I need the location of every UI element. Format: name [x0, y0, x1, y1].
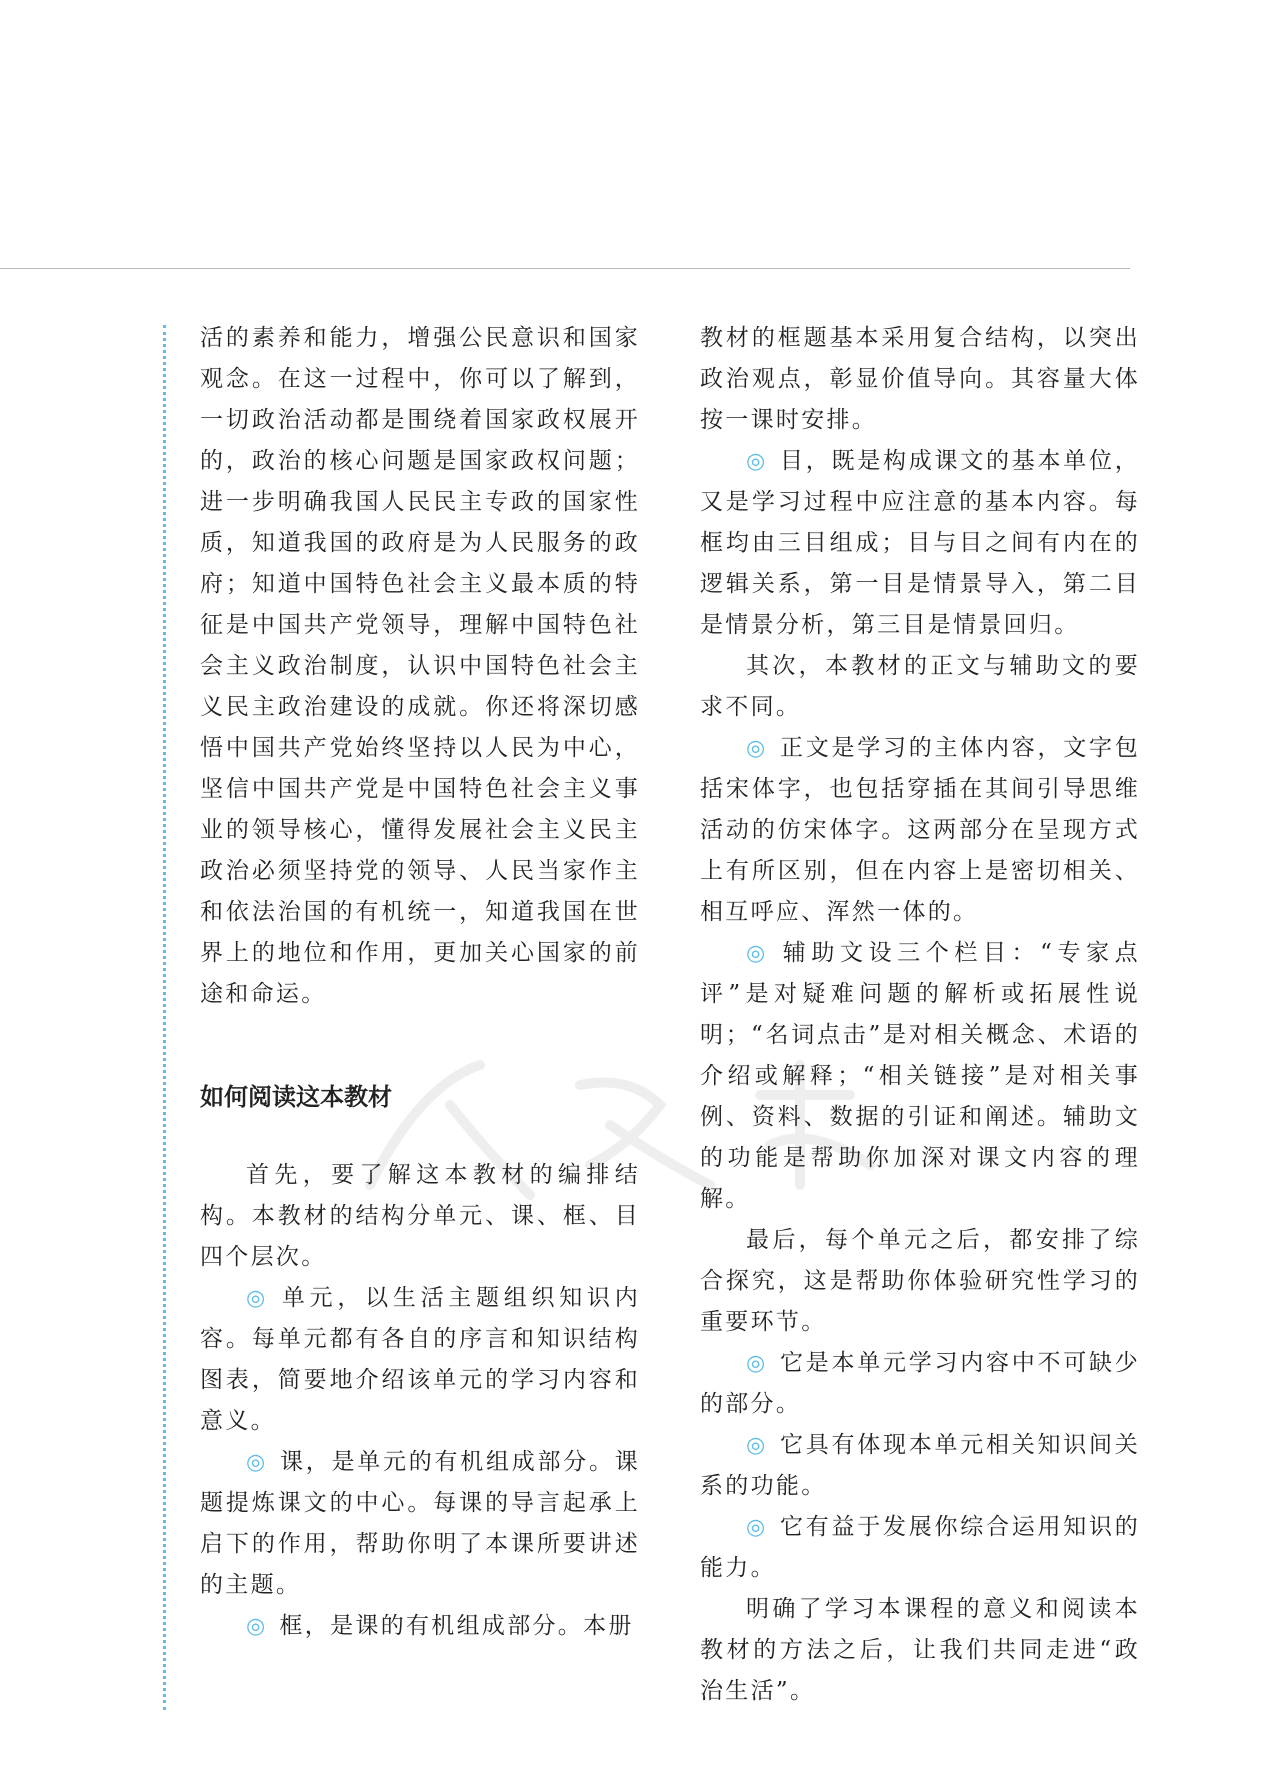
bullet-icon: ◎ — [746, 941, 768, 966]
bullet-zonghe-3: ◎ 它有益于发展你综合运用知识的能力。 — [700, 1507, 1140, 1589]
bullet-ke: ◎ 课，是单元的有机组成部分。课题提炼课文的中心。每课的导言起承上启下的作用，帮助你明了本课所要讲述的主题。 — [200, 1442, 640, 1606]
right-closing-paragraph: 明确了学习本课程的意义和阅读本教材的方法之后，让我们共同走进“政治生活”。 — [700, 1596, 1140, 1704]
bullet-kuang: ◎ 框，是课的有机组成部分。本册 — [200, 1606, 640, 1647]
bullet-icon: ◎ — [746, 736, 768, 761]
bullet-icon: ◎ — [246, 1614, 268, 1639]
bullet-mu: ◎ 目，既是构成课文的基本单位，又是学习过程中应注意的基本内容。每框均由三目组成；目与目之间有内在的逻辑关系，第一目是情景导入，第二目是情景分析，第三目是情景回归。 — [700, 441, 1140, 646]
bullet-zonghe-2: ◎ 它具有体现本单元相关知识间关系的功能。 — [700, 1425, 1140, 1507]
bullet-zonghe-1: ◎ 它是本单元学习内容中不可缺少的部分。 — [700, 1343, 1140, 1425]
bullet-zhengwen: ◎ 正文是学习的主体内容，文字包括宋体字，也包括穿插在其间引导思维活动的仿宋体字。这两部分在呈现方式上有所区别，但在内容上是密切相关、相互呼应、浑然一体的。 — [700, 728, 1140, 933]
bullet-icon: ◎ — [746, 1515, 768, 1540]
section-title: 如何阅读这本教材 — [200, 1083, 392, 1111]
side-dotted-line — [163, 325, 166, 1710]
bullet-icon: ◎ — [746, 1351, 768, 1376]
right-column — [700, 318, 1140, 1712]
right-third-paragraph: 最后，每个单元之后，都安排了综合探究，这是帮助你体验研究性学习的重要环节。 — [700, 1227, 1140, 1335]
left-continuation-paragraph: 活的素养和能力，增强公民意识和国家观念。在这一过程中，你可以了解到，一切政治活动都是围绕着国家政权展开的，政治的核心问题是国家政权问题；进一步明确我国人民民主专政的国家性质，知道我国的政府是为人民服务的政府；知道中国特色社会主义最本质的特征是中国共产党领导，理解中国特色社会主义政治制度，认识中国特色社会主义民主政治建设的成就。你还将深切感悟中国共产党始终坚持以人民为中心，坚信中国共产党是中国特色社会主义事业的领导核心，懂得发展社会主义民主政治必须坚持党的领导、人民当家作主和依法治国的有机统一，知道我国在世界上的地位和作用，更加关心国家的前途和命运。 — [200, 325, 640, 1007]
bullet-icon: ◎ — [746, 449, 768, 474]
bullet-fuzhuwen: ◎ 辅助文设三个栏目：“专家点评”是对疑难问题的解析或拓展性说明；“名词点击”是对相关概念、术语的介绍或解释；“相关链接”是对相关事例、资料、数据的引证和阐述。辅助文的功能是帮助你加深对课文内容的理解。 — [700, 933, 1140, 1220]
bullet-icon: ◎ — [246, 1286, 268, 1311]
right-continuation-paragraph: 教材的框题基本采用复合结构，以突出政治观点，彰显价值导向。其容量大体按一课时安排。 — [700, 325, 1140, 433]
left-column — [200, 318, 640, 1647]
right-second-paragraph: 其次，本教材的正文与辅助文的要求不同。 — [700, 653, 1140, 720]
bullet-icon: ◎ — [246, 1450, 268, 1475]
bullet-icon: ◎ — [746, 1433, 768, 1458]
top-rule — [0, 268, 1130, 269]
left-first-paragraph: 首先，要了解这本教材的编排结构。本教材的结构分单元、课、框、目四个层次。 — [200, 1162, 640, 1270]
bullet-danyuan: ◎ 单元，以生活主题组织知识内容。每单元都有各自的序言和知识结构图表，简要地介绍该单元的学习内容和意义。 — [200, 1278, 640, 1442]
